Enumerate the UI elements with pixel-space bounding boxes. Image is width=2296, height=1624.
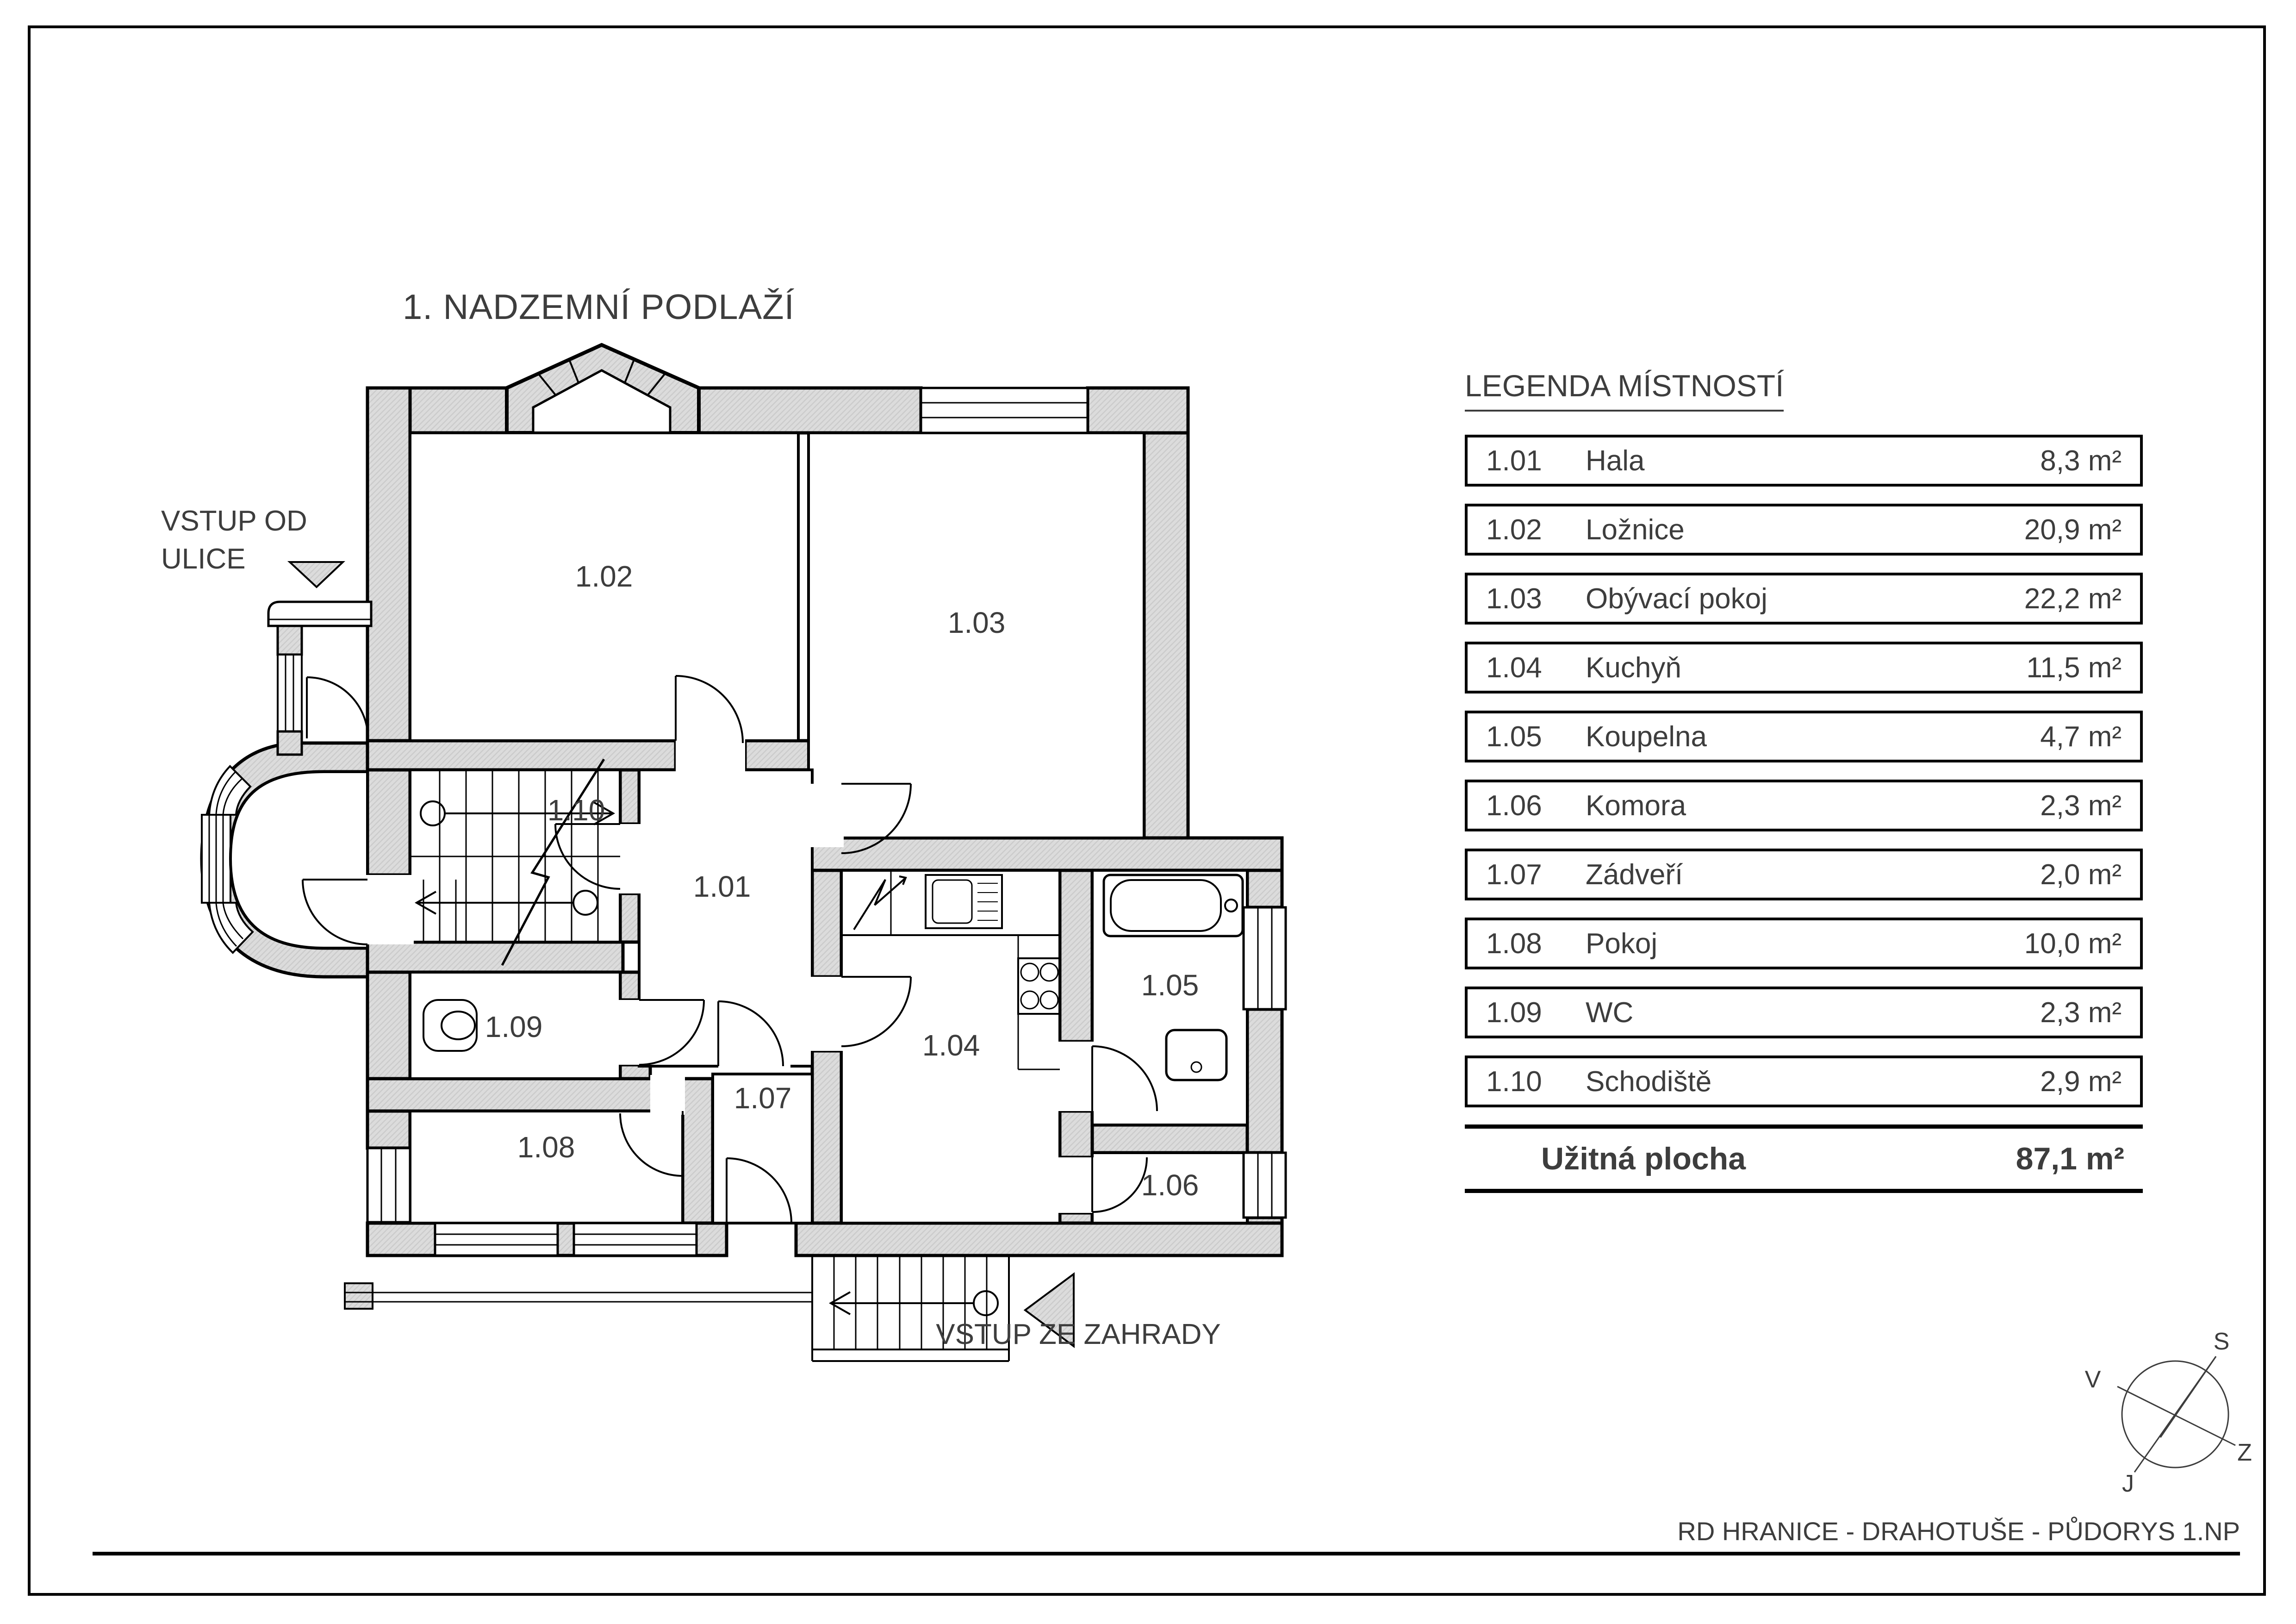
legend-code: 1.04 — [1486, 651, 1542, 684]
legend-code: 1.09 — [1486, 996, 1542, 1029]
window-1-08-south-2 — [574, 1223, 697, 1255]
window-1-05-east — [1244, 907, 1286, 1009]
legend-name: Koupelna — [1586, 720, 1707, 753]
street-entrance-label — [161, 502, 307, 578]
window-1-06-east — [1244, 1153, 1286, 1218]
entrance-landing — [268, 602, 371, 626]
street-entrance — [268, 602, 371, 755]
room-label-1-01: 1.01 — [693, 870, 751, 903]
compass-south-label: J — [2122, 1470, 2134, 1497]
window-1-03-north — [921, 388, 1088, 433]
legend-area: 2,9 m² — [2040, 1065, 2122, 1098]
room-legend — [1465, 368, 2143, 1193]
compass-rose — [2117, 1356, 2235, 1472]
entrance-sidelight-window — [278, 655, 302, 731]
legend-name: WC — [1586, 996, 1634, 1029]
legend-area: 10,0 m² — [2024, 927, 2122, 960]
footer-rule — [93, 1552, 2240, 1555]
legend-area: 2,3 m² — [2040, 789, 2122, 822]
window-1-08-west — [367, 1148, 410, 1222]
legend-row-1-06 — [1465, 780, 2143, 831]
drawing-title-block: RD HRANICE - DRAHOTUŠE - PŮDORYS 1.NP — [1677, 1517, 2240, 1546]
legend-name: Kuchyň — [1586, 651, 1681, 684]
legend-row-1-07 — [1465, 849, 2143, 900]
street-entrance-label-line2: ULICE — [161, 543, 246, 575]
legend-name: Obývací pokoj — [1586, 582, 1767, 615]
plan-title: 1. NADZEMNÍ PODLAŽÍ — [403, 287, 795, 327]
room-label-1-08: 1.08 — [517, 1131, 575, 1164]
entrance-door — [307, 677, 368, 738]
street-entrance-label-line1: VSTUP OD — [161, 505, 307, 537]
compass-north-label: S — [2213, 1328, 2230, 1355]
room-label-1-02: 1.02 — [575, 560, 633, 593]
legend-code: 1.06 — [1486, 789, 1542, 822]
legend-total-row — [1465, 1124, 2143, 1193]
window-1-08-south-1 — [435, 1223, 558, 1255]
legend-row-1-08 — [1465, 918, 2143, 969]
legend-name: Hala — [1586, 444, 1645, 477]
legend-total-label: Užitná plocha — [1541, 1141, 1746, 1176]
legend-code: 1.08 — [1486, 927, 1542, 960]
legend-area: 2,0 m² — [2040, 858, 2122, 891]
room-label-1-07: 1.07 — [734, 1081, 792, 1115]
room-vestibule-floor — [230, 772, 367, 948]
legend-heading: LEGENDA MÍSTNOSTÍ — [1465, 368, 1784, 412]
legend-area: 4,7 m² — [2040, 720, 2122, 753]
garden-stairs — [345, 1255, 1009, 1361]
garden-entrance-label: VSTUP ZE ZAHRADY — [936, 1318, 1221, 1350]
legend-code: 1.07 — [1486, 858, 1542, 891]
legend-code: 1.01 — [1486, 444, 1542, 477]
legend-name: Schodiště — [1586, 1065, 1712, 1098]
compass-east-label: V — [2084, 1366, 2101, 1393]
legend-row-1-09 — [1465, 987, 2143, 1038]
legend-row-1-04 — [1465, 642, 2143, 693]
legend-row-1-10 — [1465, 1056, 2143, 1107]
legend-code: 1.03 — [1486, 582, 1542, 615]
legend-area: 2,3 m² — [2040, 996, 2122, 1029]
legend-code: 1.10 — [1486, 1065, 1542, 1098]
bay-window — [507, 345, 699, 433]
room-label-1-04: 1.04 — [922, 1029, 980, 1062]
legend-name: Ložnice — [1586, 513, 1685, 546]
room-1-01 — [639, 770, 812, 1066]
legend-row-1-01 — [1465, 435, 2143, 487]
legend-name: Zádveří — [1586, 858, 1683, 891]
legend-area: 11,5 m² — [2026, 651, 2122, 684]
legend-code: 1.02 — [1486, 513, 1542, 546]
legend-row-1-02 — [1465, 504, 2143, 556]
legend-code: 1.05 — [1486, 720, 1542, 753]
legend-row-1-05 — [1465, 711, 2143, 762]
legend-area: 8,3 m² — [2040, 444, 2122, 477]
room-1-08 — [410, 1111, 683, 1223]
room-label-1-06: 1.06 — [1141, 1168, 1199, 1202]
compass-west-label: Z — [2237, 1439, 2252, 1466]
legend-area: 22,2 m² — [2024, 582, 2122, 615]
room-label-1-05: 1.05 — [1141, 968, 1199, 1002]
legend-name: Pokoj — [1586, 927, 1658, 960]
legend-row-1-03 — [1465, 573, 2143, 625]
room-label-1-09: 1.09 — [485, 1010, 543, 1043]
room-label-1-03: 1.03 — [947, 606, 1006, 639]
legend-area: 20,9 m² — [2024, 513, 2122, 546]
legend-name: Komora — [1586, 789, 1686, 822]
room-label-1-10: 1.10 — [547, 793, 605, 827]
legend-total-area: 87,1 m² — [2016, 1141, 2124, 1176]
